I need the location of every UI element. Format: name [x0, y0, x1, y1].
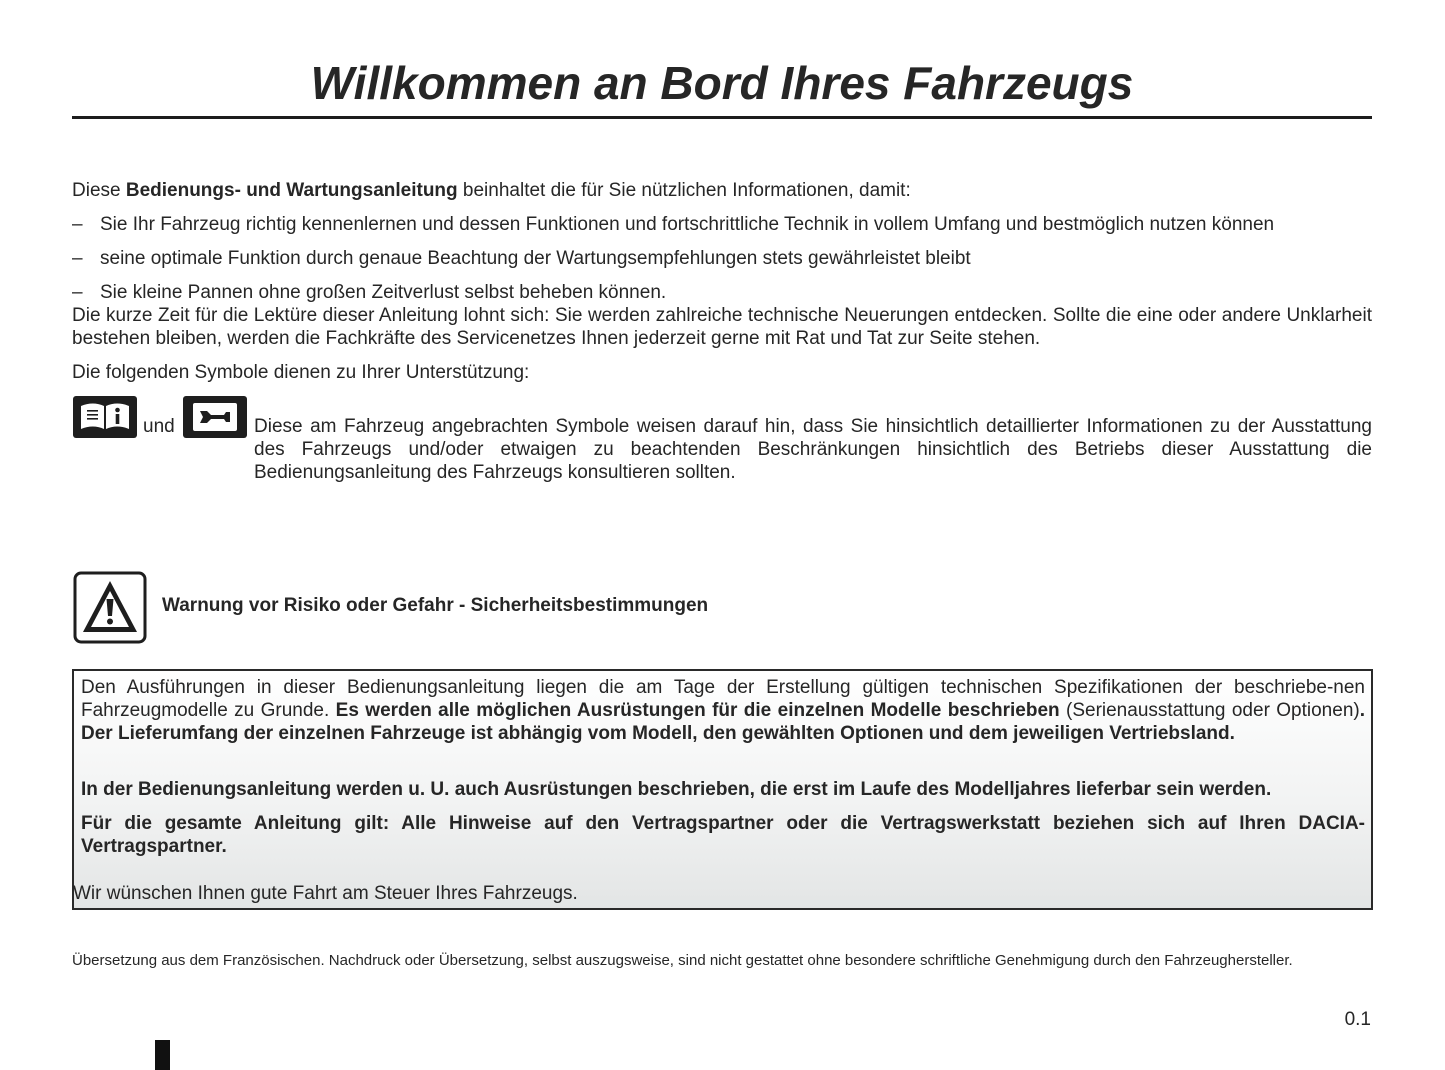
intro-pre: Diese	[72, 180, 126, 201]
list-dash: –	[72, 282, 83, 303]
closing-wish: Wir wünschen Ihnen gute Fahrt am Steuer Ihres Fahrzeugs.	[73, 883, 578, 904]
warning-label: Warnung vor Risiko oder Gefahr - Sicherheitsbestimmungen	[162, 595, 709, 616]
wrench-icon	[183, 396, 247, 438]
list-dash: –	[72, 248, 83, 269]
symbols-description: Diese am Fahrzeug angebrachten Symbole weisen darauf hin, dass Sie hinsichtlich detaillierter Informationen zu der Ausstattung des Fahrzeugs und/oder etwaigen zu beachtenden Beschränkungen hinsichtlich des Betriebs dieser Ausstattung die Bedienungsanleitung des Fahrzeugs konsultieren sollten.	[254, 416, 1372, 483]
list-item-text: Sie Ihr Fahrzeug richtig kennenlernen und dessen Funktionen und fortschrittliche Technik in vollem Umfang und bestmöglich nutzen können	[100, 214, 1275, 235]
notice-paragraph: In der Bedienungsanleitung werden u. U. auch Ausrüstungen beschrieben, die erst im Laufe des Modelljahres lieferbar sein werden.	[81, 779, 1272, 800]
page-title: Willkommen an Bord Ihres Fahrzeugs	[310, 57, 1134, 109]
symbols-intro: Die folgenden Symbole dienen zu Ihrer Unterstützung:	[72, 362, 530, 383]
intro-post: beinhaltet die für Sie nützlichen Informationen, damit:	[457, 180, 911, 201]
page-number: 0.1	[1344, 1009, 1371, 1030]
notice-bold-text: Es werden alle möglichen Ausrüstungen für die einzelnen Modelle beschrieben	[335, 700, 1060, 721]
notice-text: Den Ausführungen in dieser Bedienungsanleitung liegen die am Tage der Erstellung gültigen technischen Spezifikationen der beschriebe-nen Fahrzeugmodelle zu Grunde.	[81, 677, 1365, 721]
list-item	[72, 213, 1372, 236]
list-item-text: seine optimale Funktion durch genaue Beachtung der Wartungsempfehlungen stets gewährleistet bleibt	[100, 248, 971, 269]
notice-box	[72, 669, 1373, 910]
notice-paragraph: Für die gesamte Anleitung gilt: Alle Hinweise auf den Vertragspartner oder die Vertragswerkstatt beziehen sich auf Ihren DACIA-Vertragspartner.	[81, 813, 1365, 857]
notice-bold-text: . Der Lieferumfang der einzelnen Fahrzeuge ist abhängig vom Modell, den gewählten Optionen und dem jeweiligen Vertriebsland.	[81, 700, 1365, 744]
list-dash: –	[72, 214, 83, 235]
list-item	[72, 281, 1372, 304]
notice-text: (Serienausstattung oder Optionen)	[1059, 700, 1360, 721]
list-item	[72, 247, 1372, 270]
footnote: Übersetzung aus dem Französischen. Nachdruck oder Übersetzung, selbst auszugsweise, sind nicht gestattet ohne besondere schriftliche Genehmigung durch den Fahrzeughersteller.	[72, 952, 1293, 969]
intro-bold: Bedienungs- und Wartungsanleitung	[125, 180, 458, 201]
page-marker	[155, 1040, 170, 1070]
intro-paragraph	[72, 179, 1372, 202]
und-label: und	[143, 416, 175, 437]
warning-triangle-icon	[73, 571, 147, 644]
notice-paragraph	[81, 676, 1365, 745]
title-divider	[72, 116, 1372, 119]
list-item-text: Sie kleine Pannen ohne großen Zeitverlust selbst beheben können.	[100, 282, 667, 303]
lecture-paragraph: Die kurze Zeit für die Lektüre dieser Anleitung lohnt sich: Sie werden zahlreiche technische Neuerungen entdecken. Sollte die eine oder andere Unklarheit bestehen bleiben, werden die Fachkräfte des Servicenetzes Ihnen jederzeit gerne mit Rat und Tat zur Seite stehen.	[72, 305, 1372, 349]
book-info-icon	[73, 396, 137, 438]
